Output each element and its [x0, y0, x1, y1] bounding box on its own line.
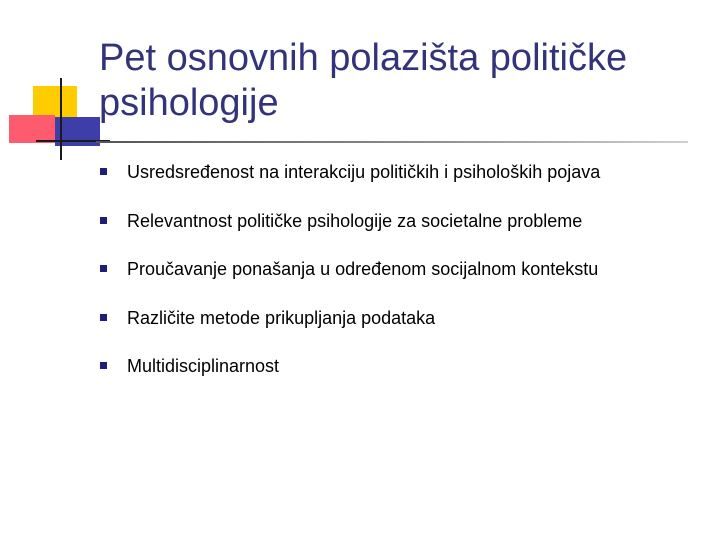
vertical-line-decoration [60, 78, 62, 160]
decorative-corner-graphic [0, 0, 110, 170]
square-bullet-icon [100, 217, 107, 224]
bullet-text: Različite metode prikupljanja podataka [127, 307, 436, 328]
bullet-item [100, 255, 600, 304]
bullet-item [100, 207, 600, 256]
bullet-list [100, 158, 600, 401]
red-rectangle-decoration [9, 115, 55, 143]
bullet-item [100, 304, 600, 353]
title-divider [96, 141, 688, 143]
bullet-text: Multidisciplinarnost [127, 356, 280, 376]
slide-title-line: Pet osnovnih polazišta političke [99, 37, 628, 79]
square-bullet-icon [100, 168, 107, 175]
square-bullet-icon [100, 265, 107, 272]
square-bullet-icon [100, 362, 107, 369]
slide-title-line: psihologije [99, 82, 279, 124]
bullet-item [100, 352, 600, 401]
bullet-item [100, 158, 600, 207]
slide-title [99, 36, 699, 126]
square-bullet-icon [100, 314, 107, 321]
bullet-text: Relevantnost političke psihologije za societalne probleme [127, 210, 583, 231]
bullet-text: Usredsređenost na interakciju političkih i psiholoških pojava [127, 162, 601, 182]
bullet-text: Proučavanje ponašanja u određenom socijalnom kontekstu [127, 259, 599, 279]
